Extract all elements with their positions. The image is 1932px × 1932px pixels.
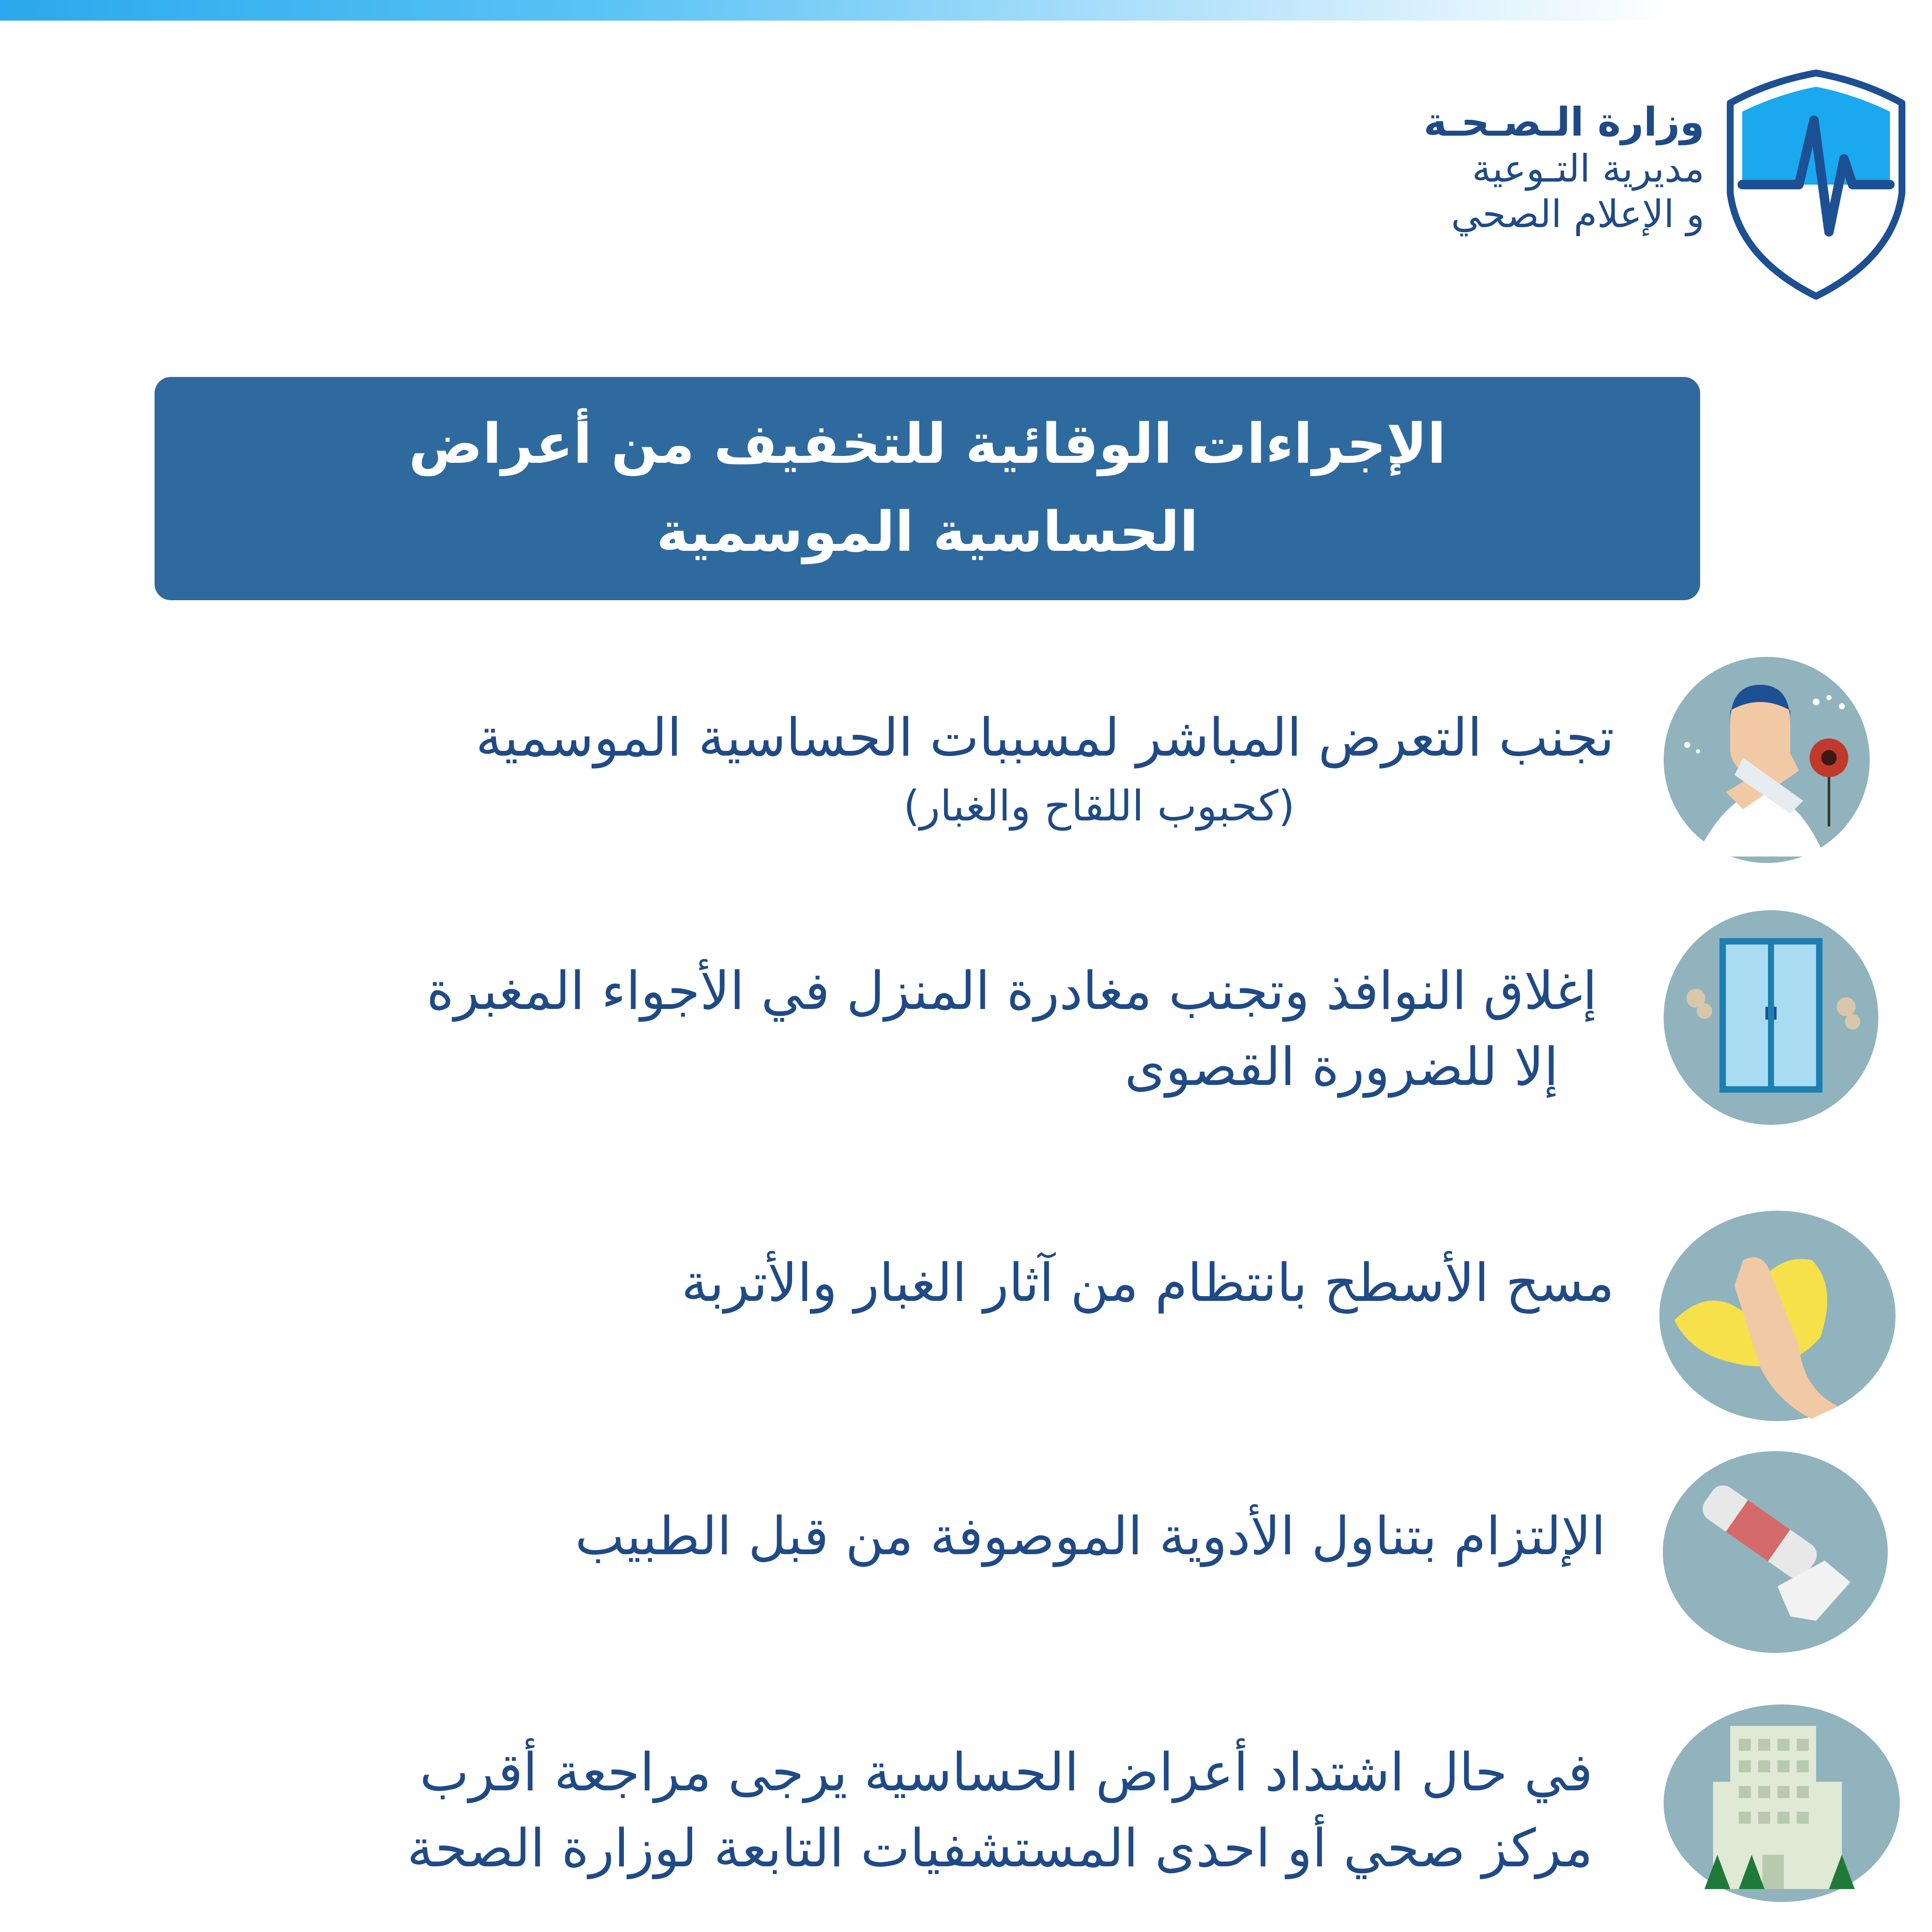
item-text-line1: مسح الأسطح بانتظام من آثار الغبار والأتربة xyxy=(681,1252,1614,1313)
list-item xyxy=(197,700,1614,837)
item-text-line2: إلا للضرورة القصوى xyxy=(1124,1036,1558,1097)
shield-heartbeat-icon xyxy=(1722,64,1911,305)
medicine-icon xyxy=(1662,1449,1889,1655)
ministry-name: وزارة الـصـحـة xyxy=(1423,99,1704,145)
allergy-sneeze-icon xyxy=(1662,655,1872,865)
item-text-line2: مركز صحي أو احدى المستشفيات التابعة لوزارة الصحة xyxy=(407,1817,1593,1879)
directorate-name: مديرية التـوعية xyxy=(1472,146,1704,191)
directorate-name-2: و الإعلام الصحي xyxy=(1451,191,1704,236)
list-item xyxy=(197,1245,1614,1321)
item-text-line1: تجنب التعرض المباشر لمسببات الحساسية الموسمية xyxy=(476,707,1614,768)
item-text-line2: (كحبوب اللقاح والغبار) xyxy=(903,781,1295,831)
wiping-cloth-icon xyxy=(1657,1209,1898,1423)
ministry-logo-text xyxy=(1318,99,1704,237)
closed-window-icon xyxy=(1662,908,1880,1127)
item-text-line1: في حال اشتداد أعراض الحساسية يرجى مراجعة أقرب xyxy=(419,1742,1593,1803)
list-item xyxy=(137,953,1597,1105)
item-text-line1: الإلتزام بتناول الأدوية الموصوفة من قبل الطبيب xyxy=(575,1506,1606,1567)
title-line-2: الحساسية الموسمية xyxy=(656,500,1199,564)
top-gradient-bar xyxy=(0,0,1674,21)
title-line-1: الإجراءات الوقائية للتخفيف من أعراض xyxy=(408,412,1446,477)
item-text-line1: إغلاق النوافذ وتجنب مغادرة المنزل في الأجواء المغبرة xyxy=(426,960,1597,1021)
hospital-building-icon xyxy=(1662,1700,1902,1902)
list-item xyxy=(133,1735,1593,1886)
list-item xyxy=(189,1498,1606,1574)
title-banner xyxy=(155,377,1700,600)
